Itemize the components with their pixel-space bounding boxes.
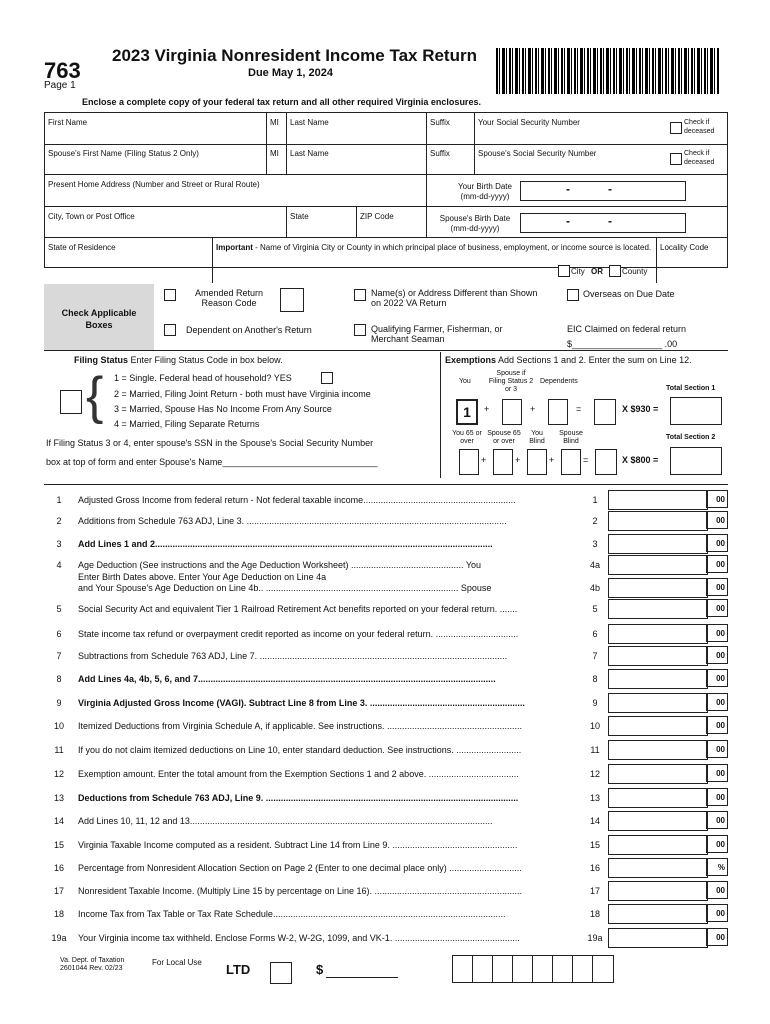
locality-code-label: Locality Code [660, 243, 709, 252]
line-cents: 00 [706, 740, 728, 758]
ex-you-label: You [459, 378, 471, 385]
ex-section1-count-box[interactable] [594, 399, 616, 425]
address-label: Present Home Address (Number and Street or Rural Route) [48, 180, 260, 189]
state-label: State [290, 212, 309, 221]
hoh-yes-checkbox[interactable] [321, 372, 333, 384]
dependent-checkbox[interactable] [164, 324, 176, 336]
plus-4: + [515, 455, 521, 465]
city-label: City, Town or Post Office [48, 212, 135, 221]
line-ref: 12 [589, 769, 600, 779]
line-text: Virginia Taxable Income computed as a resident. Subtract Line 14 from Line 9. .................................................. [78, 840, 518, 850]
line-text: Add Lines 4a, 4b, 5, 6, and 7....................................................................................................................... [78, 674, 496, 684]
line-number: 18 [53, 909, 64, 919]
name-different-label: Name(s) or Address Different than Shown on 2022 VA Return [371, 288, 538, 308]
line-text: Add Lines 1 and 2....................................................................................................................................... [78, 539, 493, 549]
exemptions-heading: Exemptions Add Sections 1 and 2. Enter the sum on Line 12. [445, 355, 692, 365]
ex-spblind-box[interactable] [561, 449, 581, 475]
line-amount-input[interactable] [608, 599, 708, 619]
line-cents: 00 [706, 490, 728, 508]
ex-section2-count-box[interactable] [595, 449, 617, 475]
ex-youblind-label: You Blind [529, 430, 545, 445]
birth-date-input[interactable] [520, 181, 686, 201]
birth-date-label: Your Birth Date (mm-dd-yyyy) [458, 182, 512, 201]
deceased-checkbox[interactable] [670, 122, 682, 134]
amended-label: Amended Return Reason Code [194, 288, 264, 308]
x930-label: X $930 = [622, 404, 659, 414]
line-ref: 19a [587, 933, 603, 943]
line-text: Exemption amount. Enter the total amount from the Exemption Sections 1 and 2 above. .................................... [78, 769, 519, 779]
ex-sp65-box[interactable] [493, 449, 513, 475]
line-amount-input[interactable] [608, 881, 708, 901]
equals-1: = [576, 404, 582, 414]
line-cents: 00 [706, 811, 728, 829]
line-amount-input[interactable] [608, 624, 708, 644]
equals-2: = [583, 455, 589, 465]
line-ref: 18 [589, 909, 600, 919]
ex-sp65-label: Spouse 65 or over [487, 430, 521, 445]
ltd-label: LTD [226, 962, 251, 977]
line-ref: 7 [592, 651, 598, 661]
line-amount-input[interactable] [608, 578, 708, 598]
spouse-suffix-label: Suffix [430, 149, 450, 158]
spouse-birth-dash-2: - [608, 214, 612, 228]
spouse-birth-date-label: Spouse's Birth Date (mm-dd-yyyy) [439, 214, 511, 233]
state-residence-label: State of Residence [48, 243, 116, 252]
amended-checkbox[interactable] [164, 289, 176, 301]
ltd-dollar: $ [316, 962, 324, 977]
line-cents: 00 [706, 881, 728, 899]
status-1: 1 = Single. Federal head of household? YES [114, 373, 292, 383]
spouse-last-name-label: Last Name [290, 149, 329, 158]
line-number: 14 [53, 816, 64, 826]
county-checkbox[interactable] [609, 265, 621, 277]
ex-you65-label: You 65 or over [452, 430, 482, 445]
form-number: 763 [44, 58, 81, 83]
overseas-label: Overseas on Due Date [583, 289, 675, 299]
spouse-deceased-label: Check if deceased [684, 150, 715, 166]
line-cents: 00 [706, 578, 728, 596]
barcode [496, 48, 720, 94]
enclose-note: Enclose a complete copy of your federal tax return and all other required Virginia enclosures. [82, 97, 481, 107]
ex-you-box[interactable]: 1 [456, 399, 478, 425]
line-cents: 00 [706, 835, 728, 853]
total-section-2-input[interactable] [670, 447, 722, 475]
line-text: If you do not claim itemized deductions on Line 10, enter standard deduction. See instructions. .......................... [78, 745, 522, 755]
line-cents: 00 [706, 764, 728, 782]
status-2: 2 = Married, Filing Joint Return - both must have Virginia income [114, 389, 371, 399]
or-label: OR [591, 267, 603, 276]
spouse-first-name-label: Spouse's First Name (Filing Status 2 Only) [48, 149, 199, 158]
line-amount-input[interactable] [608, 511, 708, 531]
line-cents: 00 [706, 788, 728, 806]
city-checkbox[interactable] [558, 265, 570, 277]
line-amount-input[interactable] [608, 693, 708, 713]
mi-label: MI [270, 118, 279, 127]
total-section-1-label: Total Section 1 [666, 385, 716, 392]
ex-spouse-box[interactable] [502, 399, 522, 425]
ltd-box[interactable] [270, 962, 292, 984]
line-4-extra: Enter Birth Dates above. Enter Your Age Deduction on Line 4a [78, 572, 327, 582]
name-different-checkbox[interactable] [354, 289, 366, 301]
line-number: 6 [56, 629, 62, 639]
line-number: 2 [56, 516, 62, 526]
line-text: Subtractions from Schedule 763 ADJ, Line 7. ................................................................................................... [78, 651, 508, 661]
line-amount-input[interactable] [608, 669, 708, 689]
line-ref: 4b [589, 583, 600, 593]
line-number: 12 [53, 769, 64, 779]
dependent-label: Dependent on Another's Return [186, 325, 312, 335]
line-text: Adjusted Gross Income from federal return - Not federal taxable income............................................................. [78, 495, 516, 505]
due-date: Due May 1, 2024 [248, 67, 333, 79]
applicable-boxes-title: Check Applicable Boxes [61, 308, 137, 330]
line-amount-input[interactable] [608, 646, 708, 666]
filing-note-2[interactable]: box at top of form and enter Spouse's Name_______________________________ [46, 457, 378, 467]
plus-5: + [549, 455, 555, 465]
line-ref: 2 [592, 516, 598, 526]
line-amount-input[interactable] [608, 534, 708, 554]
line-amount-input[interactable] [608, 716, 708, 736]
line-text: Percentage from Nonresident Allocation Section on Page 2 (Enter to one decimal place only) ............................. [78, 863, 522, 873]
line-ref: 6 [592, 629, 598, 639]
filing-status-input[interactable] [60, 390, 82, 414]
line-number: 8 [56, 674, 62, 684]
eic-label: EIC Claimed on federal return [567, 324, 687, 334]
spouse-ssn-label: Spouse's Social Security Number [478, 149, 597, 158]
line-ref: 4a [589, 560, 600, 570]
line-text: Virginia Adjusted Gross Income (VAGI). Subtract Line 8 from Line 3. .............................................................. [78, 698, 525, 708]
line-amount-input[interactable] [608, 928, 708, 948]
line-ref: 5 [592, 604, 598, 614]
line-cents: 00 [706, 555, 728, 573]
line-text: and Your Spouse's Age Deduction on Line 4b.. ............................................................................. Spouse [78, 583, 492, 593]
line-number: 17 [53, 886, 64, 896]
line-amount-input[interactable] [608, 740, 708, 760]
plus-1: + [484, 404, 490, 414]
ex-spblind-label: Spouse Blind [559, 430, 583, 445]
line-amount-input[interactable] [608, 904, 708, 924]
line-number: 11 [54, 745, 64, 755]
eic-amount[interactable]: $__________________ .00 [567, 339, 678, 349]
birth-date-dash-1: - [566, 182, 570, 196]
line-amount-input[interactable] [608, 788, 708, 808]
ex-dependents-label: Dependents [540, 378, 578, 385]
ex-spouse-label: Spouse if Filing Status 2 or 3 [488, 370, 534, 393]
birth-date-dash-2: - [608, 182, 612, 196]
ex-youblind-box[interactable] [527, 449, 547, 475]
farmer-checkbox[interactable] [354, 324, 366, 336]
line-ref: 9 [592, 698, 598, 708]
line-ref: 11 [590, 745, 600, 755]
suffix-label: Suffix [430, 118, 450, 127]
important-note: Important - Name of Virginia City or County in which principal place of business, employment, or income source is located. [216, 243, 652, 252]
line-text: Deductions from Schedule 763 ADJ, Line 9. ..................................................................................................... [78, 793, 519, 803]
line-cents: 00 [706, 511, 728, 529]
line-number: 5 [56, 604, 62, 614]
line-text: Your Virginia income tax withheld. Enclose Forms W-2, W-2G, 1099, and VK-1. .................................................. [78, 933, 520, 943]
plus-3: + [481, 455, 487, 465]
line-cents: 00 [706, 669, 728, 687]
line-number: 15 [53, 840, 64, 850]
dept-label: Va. Dept. of Taxation [60, 957, 125, 964]
first-name-label: First Name [48, 118, 88, 127]
line-ref: 8 [592, 674, 598, 684]
line-text: Add Lines 10, 11, 12 and 13......................................................................................................................... [78, 816, 493, 826]
line-text: Social Security Act and equivalent Tier 1 Railroad Retirement Act benefits reported on your federal return. ....... [78, 604, 518, 614]
line-amount-input[interactable] [608, 811, 708, 831]
plus-2: + [530, 404, 536, 414]
amended-reason-code-input[interactable] [280, 288, 304, 312]
line-text: Age Deduction (See instructions and the Age Deduction Worksheet) ............................................. You [78, 560, 482, 570]
spouse-mi-label: MI [270, 149, 279, 158]
filing-note-1: If Filing Status 3 or 4, enter spouse's SSN in the Spouse's Social Security Number [46, 438, 374, 448]
filing-status-brace: { [86, 367, 104, 425]
line-amount-input[interactable] [608, 764, 708, 784]
line-cents: 00 [706, 693, 728, 711]
line-amount-input[interactable] [608, 555, 708, 575]
line-text: Itemized Deductions from Virginia Schedule A, if applicable. See instructions. ...................................................... [78, 721, 523, 731]
line-cents: 00 [706, 534, 728, 552]
line-number: 3 [56, 539, 62, 549]
line-number: 16 [53, 863, 64, 873]
line-text: Additions from Schedule 763 ADJ, Line 3. ........................................................................................................ [78, 516, 507, 526]
page-number: Page 1 [44, 80, 76, 91]
line-number: 9 [56, 698, 62, 708]
ex-you65-box[interactable] [459, 449, 479, 475]
line-cents: 00 [706, 716, 728, 734]
county-option: County [622, 267, 648, 276]
line-cents: 00 [706, 599, 728, 617]
line-cents: 00 [706, 646, 728, 664]
line-cents: 00 [706, 904, 728, 922]
ex-dependents-box[interactable] [548, 399, 568, 425]
line-text: Nonresident Taxable Income. (Multiply Line 15 by percentage on Line 16). ........................................................... [78, 886, 523, 896]
total-section-2-label: Total Section 2 [666, 434, 716, 441]
filing-status-heading: Filing Status Enter Filing Status Code in box below. [74, 355, 283, 365]
line-cents: % [706, 858, 728, 876]
deceased-label: Check if deceased [684, 119, 715, 135]
line-number: 19a [51, 933, 67, 943]
spouse-deceased-checkbox[interactable] [670, 153, 682, 165]
line-text: Income Tax from Tax Table or Tax Rate Schedule............................................................................................. [78, 909, 506, 919]
zip-label: ZIP Code [360, 212, 394, 221]
line-number: 1 [56, 495, 62, 505]
overseas-checkbox[interactable] [567, 289, 579, 301]
line-ref: 13 [589, 793, 600, 803]
farmer-label: Qualifying Farmer, Fisherman, or Merchant Seaman [371, 324, 503, 344]
local-use-boxes[interactable] [452, 955, 614, 983]
spouse-birth-dash-1: - [566, 214, 570, 228]
line-cents: 00 [706, 624, 728, 642]
line-number: 13 [53, 793, 64, 803]
line-number: 10 [53, 721, 64, 731]
line-ref: 17 [589, 886, 600, 896]
line-number: 4 [56, 560, 62, 570]
line-ref: 15 [589, 840, 600, 850]
local-use-label: For Local Use [152, 958, 202, 967]
x800-label: X $800 = [622, 455, 659, 465]
form-title: 2023 Virginia Nonresident Income Tax Return [112, 46, 477, 65]
line-ref: 10 [589, 721, 600, 731]
spouse-birth-date-input[interactable] [520, 213, 686, 233]
status-3: 3 = Married, Spouse Has No Income From Any Source [114, 404, 332, 414]
status-4: 4 = Married, Filing Separate Returns [114, 419, 260, 429]
line-text: State income tax refund or overpayment credit reported as income on your federal return. ................................. [78, 629, 519, 639]
line-number: 7 [56, 651, 62, 661]
city-option: City [571, 267, 585, 276]
rev-label: 2601044 Rev. 02/23 [60, 965, 123, 972]
line-amount-input[interactable] [608, 858, 708, 878]
line-amount-input[interactable] [608, 490, 708, 510]
line-ref: 1 [592, 495, 598, 505]
total-section-1-input[interactable] [670, 397, 722, 425]
last-name-label: Last Name [290, 118, 329, 127]
line-amount-input[interactable] [608, 835, 708, 855]
line-cents: 00 [706, 928, 728, 946]
line-ref: 16 [589, 863, 600, 873]
line-ref: 14 [589, 816, 600, 826]
line-ref: 3 [592, 539, 598, 549]
ssn-label: Your Social Security Number [478, 118, 580, 127]
